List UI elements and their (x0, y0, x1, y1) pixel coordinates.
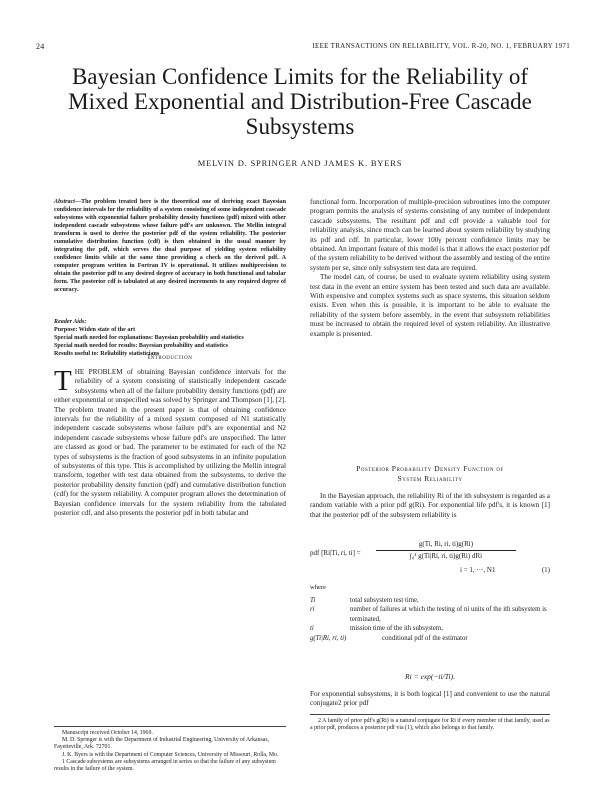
equation-denominator: ∫₀¹ g(Ti|Ri, ri, ti)g(Ri) dRi (409, 552, 483, 560)
section2-continuation (310, 690, 550, 709)
definition-text: conditional pdf of the estimator (382, 634, 468, 642)
definition-row (310, 624, 550, 633)
abstract-lead: Abstract (54, 199, 75, 205)
abstract (54, 198, 286, 294)
equation-index: i = 1, ···, N1 (460, 566, 496, 574)
page-number: 24 (36, 42, 45, 51)
introduction-text: HE PROBLEM of obtaining Bayesian confidence intervals for the reliability of a system consisting of statistically independent cascade subsystems when all of the failure probability density functions (pdf) are either exponential or unspecified was solved by Springer and Thompson [1], [2]. The problem treated in the present paper is that of obtaining confidence intervals for the reliability of a mixed system composed of N1 statistically independent cascade subsystems whose failure pdf's are exponential and N2 independent cascade subsystems whose failure pdf's are unspecified. The latter are classed as good or bad. The parameter to be estimated for each of the N2 types of subsystems is the fraction of good subsystems in an infinite population of subsystems of this type. This is accomplished by utilizing the Mellin integral transform, together with test data obtained from the subsystems, to derive the posterior probability density function (pdf) and cumulative distribution function (cdf) for the system reliability. A computer program allows the determination of Bayesian confidence intervals for the system reliability from the tabulated posterior cdf, and also presents the posterior pdf in both tabular and (54, 368, 287, 518)
reader-aids-heading: Reader Aids: (54, 319, 87, 325)
equation-numerator: g(Ti, Ri, ri, ti)g(Ri) (418, 540, 474, 548)
definition-row (310, 634, 550, 643)
paper-title: Bayesian Confidence Limits for the Reliability of Mixed Exponential and Distribution-Free Cascade Subsystems (68, 64, 532, 139)
reader-aids-purpose: Purpose: Widen state of the art (54, 327, 136, 333)
section2-cont-text: For exponential subsystems, it is both logical [1] and convenient to use the natural conjugate2 prior pdf (310, 690, 550, 708)
author2-affiliation: J. K. Byers is with the Department of Computer Sciences, University of Missouri, Rolla, Mo. (62, 751, 279, 758)
footnotes-left (54, 726, 286, 773)
drop-cap: T (54, 365, 72, 397)
running-header (36, 42, 570, 54)
definitions-list (310, 596, 550, 643)
footnote-right (310, 714, 550, 732)
equation-lhs: pdf [Ri|Ti, ri, ti] = (310, 549, 361, 557)
reader-aids-useful: Results useful to: Reliability statisticians (54, 351, 160, 357)
definition-row (310, 596, 550, 605)
definition-text: mission time of the ith subsystem, (350, 625, 443, 633)
right-para-2: The model can, of course, be used to evaluate system reliability using system test data in the event an entire system has been tested and such data are available. With expensive and complex systems such as space systems, this situation seldom exists. Even when this is possible, it is important to be able to evaluate the reliability of the system before assembly, in the event that subsystem reliabilities must be increased to obtain the required level of system reliability. An illustrative example is presented. (310, 273, 550, 338)
section2-heading-line2: System Reliability (397, 474, 463, 483)
right-para-1: functional form. Incorporation of multiple-precision subroutines into the computer program permits the analysis of systems consisting of any number of independent cascade subsystems. The resultant pdf and cdf provide a valuable tool for reliability analysis, since much can be learned about system reliability by studying its pdf and cdf. In particular, lower 100γ percent confidence limits may be obtained. An important feature of this model is that it allows the exact posterior pdf of the system reliability to be derived without the assembly and testing of the entire system per se, since only subsystem test data are required. (310, 198, 550, 272)
definition-text: total subsystem test time, (350, 597, 419, 604)
paper-authors: MELVIN D. SPRINGER AND JAMES K. BYERS (197, 158, 403, 168)
equation-1 (310, 540, 550, 574)
fraction-bar (376, 550, 516, 551)
footnote-cascade: 1 Cascade subsystems are subsystems arranged in series so that the failure of any subsystem results in the failure of the system. (54, 758, 276, 773)
journal-citation: IEEE TRANSACTIONS ON RELIABILITY, VOL. R-20, NO. 1, FEBRUARY 1971 (312, 42, 570, 50)
right-column-text (310, 198, 550, 339)
definition-symbol: Ti (310, 597, 316, 604)
definition-symbol: ti (310, 625, 314, 633)
equation-2: Ri = exp(−ti/Ti). (405, 672, 455, 681)
where-label: where (310, 584, 327, 591)
section2-body (310, 492, 550, 520)
abstract-text: —The problem treated here is the theoretical one of deriving exact Bayesian confidence intervals for the reliability of a system consisting of some independent cascade subsystems with exponential failure probability density functions (pdf) mixed with other independent cascade subsystems whose failure pdf's are unknown. The Mellin integral transform is used to derive the posterior pdf of the system reliability. The posterior cumulative distribution function (cdf) is then obtained in the usual manner by integrating the pdf, which serves the dual purpose of yielding system reliability confidence limits while at the same time providing a check on the derived pdf. A computer program written in Fortran IV is operational. It utilizes multiprecision to obtain the posterior pdf to any desired degree of accuracy in both functional and tabular form. The posterior cdf is tabulated at any desired increments to any required degree of accuracy. (54, 199, 286, 293)
author1-affiliation: M. D. Springer is with the Department of Industrial Engineering, University of Arkansas, Fayetteville, Ark. 72701. (54, 737, 270, 751)
introduction-heading: Introduction (147, 352, 193, 361)
definition-text: number of failures at which the testing of ni units of the ith subsystem is terminated, (350, 606, 547, 623)
equation-number: (1) (541, 566, 550, 574)
definition-symbol: ri (310, 606, 315, 614)
definition-symbol: g(Ti|Ri, ri, ti) (310, 634, 347, 642)
manuscript-received: Manuscript received October 14, 1969. (62, 730, 153, 736)
reader-aids-results: Special math needed for results: Bayesian probability and statistics (54, 343, 229, 349)
footnote-conjugate: 2 A family of prior pdf's g(Ri) is a natural conjugate for Ri if every member of that family, used as a prior pdf, produces a posterior pdf via (1), which also belongs to that family. (310, 718, 550, 732)
definition-row (310, 605, 550, 624)
reader-aids-explanations: Special math needed for explanations: Bayesian probability and statistics (54, 335, 244, 341)
section2-heading (310, 464, 550, 484)
section2-text: In the Bayesian approach, the reliability Ri of the ith subsystem is regarded as a random variable with a prior pdf g(Ri). For exponential life pdf's, it is known [1] that the posterior pdf of the subsystem reliability is (310, 492, 550, 519)
section2-heading-line1: Posterior Probability Density Function of (356, 464, 504, 473)
introduction-body (54, 365, 287, 519)
